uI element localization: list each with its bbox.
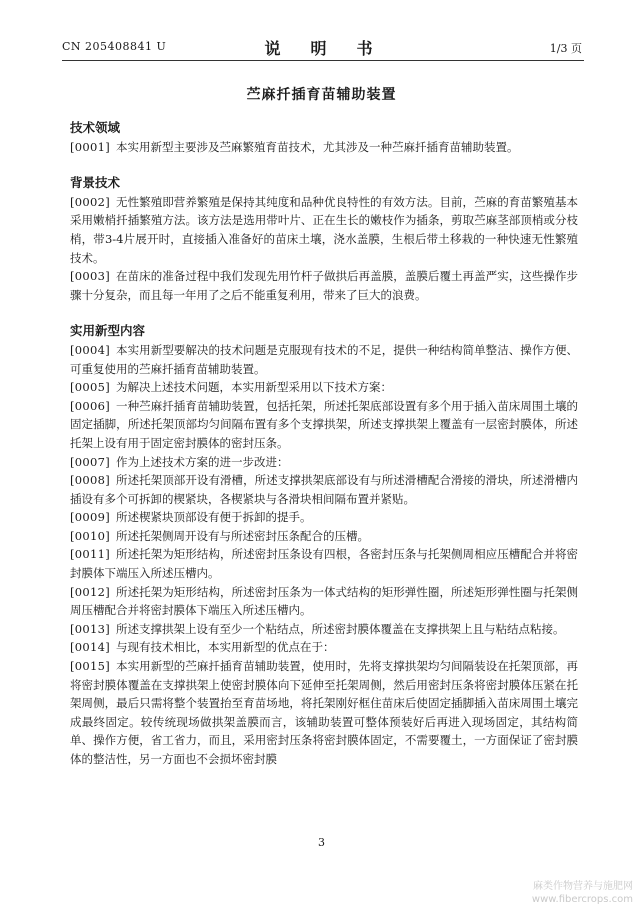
paragraph-0006 — [70, 397, 578, 453]
paragraph-number: [0010] — [70, 528, 111, 543]
paragraph-text: 所述支撑拱架上设有至少一个粘结点，所述密封膜体覆盖在支撑拱架上且与粘结点粘接。 — [116, 621, 565, 636]
page-number: 3 — [318, 836, 325, 849]
section-heading: 技术领域 — [70, 120, 121, 135]
paragraph-0004 — [70, 341, 578, 378]
watermark-url: www.fibercrops.com — [531, 894, 633, 905]
paragraph-text: 所述托架侧周开设有与所述密封压条配合的压槽。 — [116, 528, 369, 543]
paragraph-text: 所述托架为矩形结构，所述密封压条设有四根，各密封压条与托架侧周相应压槽配合并将密封膜体下端压入所述压槽内。 — [70, 547, 578, 581]
section-utility-model-content — [70, 322, 578, 768]
page-header — [62, 38, 582, 58]
paragraph-number: [0001] — [70, 139, 111, 154]
paragraph-text: 所述楔紧块顶部设有便于拆卸的提手。 — [116, 510, 312, 525]
paragraph-number: [0004] — [70, 342, 111, 357]
paragraph-text: 作为上述技术方案的进一步改进： — [116, 454, 289, 469]
paragraph-text: 本实用新型主要涉及苎麻繁殖育苗技术，尤其涉及一种苎麻扦插育苗辅助装置。 — [116, 139, 519, 154]
paragraph-text: 所述托架为矩形结构，所述密封压条为一体式结构的矩形弹性圈，所述矩形弹性圈与托架侧周压槽配合并将密封膜体下端压入所述压槽内。 — [70, 584, 578, 618]
paragraph-text: 本实用新型的苎麻扦插育苗辅助装置，使用时，先将支撑拱架均匀间隔装设在托架顶部，再将密封膜体覆盖在支撑拱架上使密封膜体向下延伸至托架周侧，然后用密封压条将密封膜体压紧在托架周侧，最后只需将整个装置抬至育苗场地，将托架刚好框住苗床后使固定插脚插入苗床周围土壤完成最终固定。较传统现场做拱架盖膜而言，该辅助装置可整体预装好后再进入现场固定，其结构简单、操作方便，省工省力，而且，采用密封压条将密封膜体固定，不需要覆土，一方面保证了密封膜体的整洁性，另一方面也不会损坏密封膜 — [70, 659, 578, 766]
paragraph-0014 — [70, 638, 578, 657]
paragraph-0011 — [70, 545, 578, 582]
paragraph-number: [0008] — [70, 473, 111, 488]
section-heading: 背景技术 — [70, 175, 121, 191]
paragraph-0015 — [70, 657, 578, 769]
paragraph-text: 为解决上述技术问题，本实用新型采用以下技术方案： — [116, 380, 392, 395]
paragraph-0007 — [70, 453, 578, 472]
paragraph-text: 在苗床的准备过程中我们发现先用竹杆子做拱后再盖膜，盖膜后覆土再盖严实，这些操作步骤十分复杂，而且每一年用了之后不能重复利用，带来了巨大的浪费。 — [70, 269, 578, 302]
paragraph-text: 一种苎麻扦插育苗辅助装置，包括托架，所述托架底部设置有多个用于插入苗床周围土壤的固定插脚，所述托架顶部均匀间隔布置有多个支撑拱架，所述支撑拱架上覆盖有一层密封膜体，所述托架上设有用于固定密封膜体的密封压条。 — [70, 398, 578, 450]
paragraph-0010 — [70, 527, 578, 546]
paragraph-text: 所述托架顶部开设有滑槽，所述支撑拱架底部设有与所述滑槽配合滑接的滑块，所述滑槽内插设有多个可拆卸的楔紧块，各楔紧块与各滑块相间隔布置并紧贴。 — [70, 473, 578, 506]
page-counter: 1/3 页 — [549, 42, 582, 55]
paragraph-number: [0013] — [70, 621, 111, 636]
paragraph-number: [0014] — [70, 640, 111, 655]
section-heading: 实用新型内容 — [70, 323, 146, 339]
document-title: 苎麻扦插育苗辅助装置 — [246, 87, 397, 103]
paragraph-number: [0015] — [70, 659, 111, 674]
paragraph-text: 本实用新型要解决的技术问题是克服现有技术的不足，提供一种结构简单整洁、操作方便、可重复使用的苎麻扦插育苗辅助装置。 — [70, 342, 578, 376]
paragraph-0009 — [70, 508, 578, 527]
header-rule — [62, 60, 584, 61]
paragraph-0002 — [70, 193, 578, 267]
document-body — [70, 119, 578, 769]
paragraph-0013 — [70, 620, 578, 639]
paragraph-0003 — [70, 267, 578, 304]
section-technical-field — [70, 119, 578, 156]
paragraph-number: [0012] — [70, 584, 111, 599]
section-background — [70, 174, 578, 304]
paragraph-text: 与现有技术相比，本实用新型的优点在于： — [116, 640, 335, 655]
paragraph-text: 无性繁殖即营养繁殖是保持其纯度和品种优良特性的有效方法。目前，苎麻的育苗繁殖基本采用嫩梢扦插繁殖方法。该方法是选用带叶片、正在生长的嫩枝作为插条，剪取苎麻茎部顶梢或分枝梢，带3-4片展开时，直接插入准备好的苗床土壤，浇水盖膜，生根后带土移栽的一种快速无性繁殖技术。 — [70, 194, 578, 265]
paragraph-0008 — [70, 471, 578, 508]
watermark — [532, 880, 633, 906]
paragraph-0005 — [70, 378, 578, 397]
paragraph-number: [0007] — [70, 454, 111, 469]
paragraph-number: [0002] — [70, 194, 111, 209]
paragraph-number: [0006] — [70, 398, 111, 413]
paragraph-0012 — [70, 583, 578, 620]
watermark-site-name: 麻类作物营养与施肥网 — [533, 881, 633, 892]
patent-number: CN 205408841 U — [62, 40, 167, 53]
paragraph-number: [0005] — [70, 380, 111, 395]
paragraph-0001 — [70, 138, 578, 157]
paragraph-number: [0009] — [70, 510, 111, 525]
paragraph-number: [0011] — [70, 547, 111, 562]
document-type: 说 明 书 — [264, 39, 380, 58]
paragraph-number: [0003] — [70, 269, 111, 284]
